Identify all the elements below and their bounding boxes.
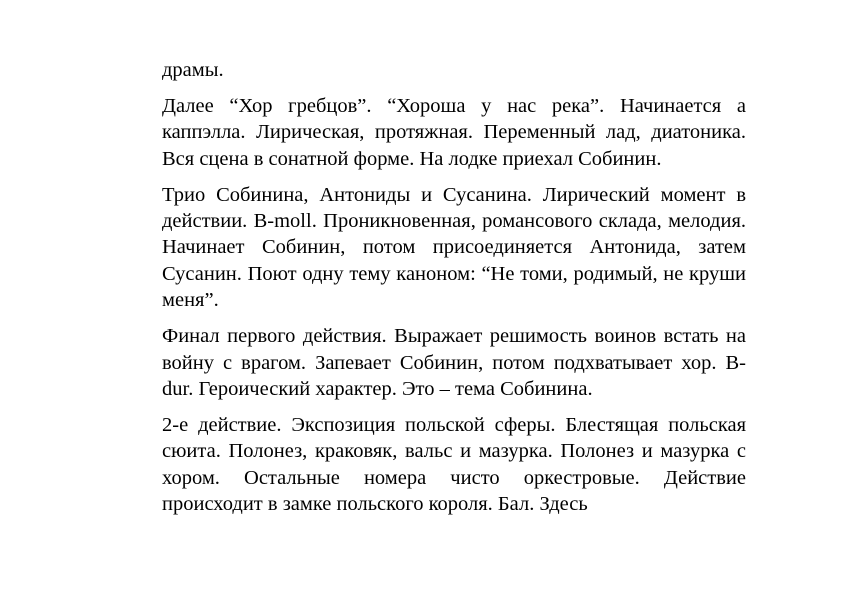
paragraph-drama-ending: драмы.: [162, 59, 224, 81]
paragraph-second-act: 2-е действие. Экспозиция польской сферы. Блестящая польская сюита. Полонез, краковяк, вальс и мазурка. Полонез и мазурка с хором. Остальные номера чисто оркестровые. Действие происходит в замке польского короля. Бал. Здесь: [162, 413, 746, 516]
paragraph-first-act-finale: Финал первого действия. Выражает решимость воинов встать на войну с врагом. Запевает Собинин, потом подхватывает хор. B-dur. Героический характер. Это – тема Собинина.: [162, 325, 746, 400]
text-column: [162, 57, 746, 527]
paragraph-trio: Трио Собинина, Антониды и Сусанина. Лирический момент в действии. B-moll. Проникновенная, романсового склада, мелодия. Начинает Собинин, потом присоединяется Антонида, затем Сусанин. Поют одну тему каноном: “Не томи, родимый, не круши меня”.: [162, 183, 746, 312]
paragraph-rowers-chorus: Далее “Хор гребцов”. “Хороша у нас река”. Начинается а каппэлла. Лирическая, протяжная. Переменный лад, диатоника. Вся сцена в сонатной форме. На лодке приехал Собинин.: [162, 94, 746, 170]
